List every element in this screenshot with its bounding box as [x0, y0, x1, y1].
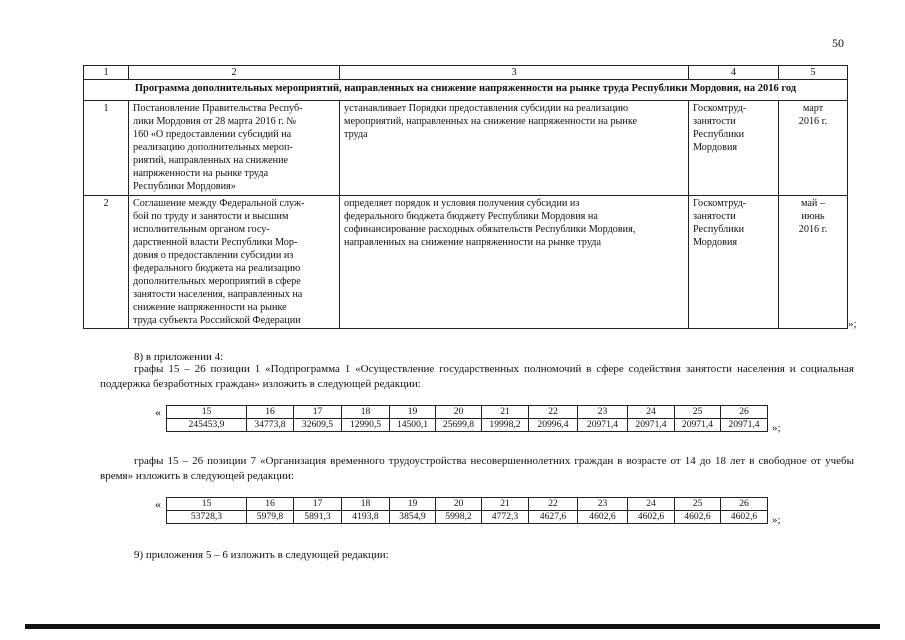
value-cell: 4602,6: [675, 511, 721, 524]
value-cell: 20971,4: [721, 419, 768, 432]
value-cell: 3854,9: [390, 511, 436, 524]
term-cell: [779, 196, 848, 329]
text-line: Республики: [693, 224, 745, 235]
text-line: май –: [801, 198, 825, 209]
column-header: 20: [436, 498, 482, 511]
text-line: Постановление Правительства Респуб-: [133, 103, 303, 114]
paragraph-columns-position-1: графы 15 – 26 позиции 1 «Подпрограмма 1 «Осуществление государственных полномочий в сфере содействия занятости населения и социальная поддержка безработных граждан» изложить в следующей редакции:: [100, 363, 854, 390]
text-line: Мордовия: [693, 142, 738, 153]
text-line: бой по труду и занятости и высшим: [133, 211, 289, 222]
column-number: 5: [779, 66, 848, 80]
scan-edge-line: [25, 624, 880, 629]
header-row: [167, 498, 768, 511]
column-header: 15: [167, 498, 247, 511]
value-cell: 4602,6: [578, 511, 628, 524]
column-header: 20: [436, 406, 482, 419]
table-row: [84, 101, 848, 196]
text-line: мероприятий, направленных на снижение напряженности на рынке: [344, 116, 638, 127]
value-cell: 12990,5: [342, 419, 390, 432]
column-number: 2: [129, 66, 340, 80]
opening-quote: «: [155, 497, 161, 511]
text-line: занятости населения, направленных на: [133, 289, 303, 300]
values-row: [167, 419, 768, 432]
value-cell: 25699,8: [436, 419, 482, 432]
column-number: 1: [84, 66, 129, 80]
text-line: 2016 г.: [798, 116, 828, 127]
paragraph-item-8: 8) в приложении 4:: [134, 351, 224, 363]
value-cell: 53728,3: [167, 511, 247, 524]
values-table-position-7: [166, 497, 768, 524]
text-line: риятий, направленных на снижение: [133, 155, 289, 166]
column-header: 16: [247, 498, 294, 511]
column-header: 19: [390, 498, 436, 511]
text-line: устанавливает Порядки предоставления субсидии на реализацию: [344, 103, 629, 114]
value-cell: 14500,1: [390, 419, 436, 432]
column-number: 4: [689, 66, 779, 80]
value-cell: 245453,9: [167, 419, 247, 432]
closing-quote: »;: [772, 514, 781, 526]
table-row: [84, 196, 848, 329]
text-line: напряженности на рынке труда: [133, 168, 269, 179]
column-header: 18: [342, 406, 390, 419]
closing-quote: »;: [772, 422, 781, 434]
content-cell: [340, 196, 689, 329]
column-header: 25: [675, 406, 721, 419]
content-cell: [340, 101, 689, 196]
text-line: снижение напряженности на рынке: [133, 302, 287, 313]
value-cell: 20996,4: [529, 419, 578, 432]
value-cell: 5998,2: [436, 511, 482, 524]
text-line: Госкомтруд-: [693, 103, 747, 114]
term-cell: [779, 101, 848, 196]
text-line: 2016 г.: [798, 224, 828, 235]
column-header: 26: [721, 498, 768, 511]
text-line: федерального бюджета бюджету Республики Мордовия на: [344, 211, 598, 222]
text-line: 160 «О предоставлении субсидий на: [133, 129, 292, 140]
text-line: исполнительным органом госу-: [133, 224, 270, 235]
text-line: труда: [344, 129, 368, 140]
value-cell: 5979,8: [247, 511, 294, 524]
executor-cell: [689, 101, 779, 196]
value-cell: 4602,6: [721, 511, 768, 524]
text-line: Мордовия: [693, 237, 738, 248]
value-cell: 4602,6: [628, 511, 675, 524]
document-cell: [129, 101, 340, 196]
value-cell: 20971,4: [578, 419, 628, 432]
column-header: 15: [167, 406, 247, 419]
column-header: 17: [294, 406, 342, 419]
value-cell: 4627,6: [529, 511, 578, 524]
text-line: Республики: [693, 129, 745, 140]
column-header: 17: [294, 498, 342, 511]
value-cell: 20971,4: [628, 419, 675, 432]
value-cell: 32609,5: [294, 419, 342, 432]
text-line: занятости: [693, 116, 736, 127]
text-line: направленных на снижение напряженности на рынке труда: [344, 237, 602, 248]
value-cell: 4193,8: [342, 511, 390, 524]
column-header: 19: [390, 406, 436, 419]
column-header: 23: [578, 498, 628, 511]
value-cell: 5891,3: [294, 511, 342, 524]
row-number: 1: [84, 101, 129, 196]
column-number-row: [84, 66, 848, 80]
column-header: 24: [628, 406, 675, 419]
row-number: 2: [84, 196, 129, 329]
column-header: 21: [482, 498, 529, 511]
column-header: 21: [482, 406, 529, 419]
text-line: определяет порядок и условия получения субсидии из: [344, 198, 580, 209]
value-cell: 34773,8: [247, 419, 294, 432]
values-row: [167, 511, 768, 524]
table-closing-quote: »;: [848, 318, 857, 330]
value-cell: 20971,4: [675, 419, 721, 432]
text-line: март: [802, 103, 824, 114]
program-title-row: [84, 80, 848, 101]
paragraph-columns-position-7: графы 15 – 26 позиции 7 «Организация временного трудоустройства несовершеннолетних граждан в возрасте от 14 до 18 лет в свободное от учебы время» изложить в следующей редакции:: [100, 455, 854, 482]
text-line: довия о предоставлении субсидии из: [133, 250, 294, 261]
column-header: 22: [529, 406, 578, 419]
text-line: труда субъекта Российской Федерации: [133, 315, 301, 326]
text-line: июнь: [801, 211, 825, 222]
text-line: лики Мордовия от 28 марта 2016 г. №: [133, 116, 297, 127]
text-line: Республики Мордовия»: [133, 181, 236, 192]
document-cell: [129, 196, 340, 329]
column-number: 3: [340, 66, 689, 80]
values-table-position-1: [166, 405, 768, 432]
opening-quote: «: [155, 405, 161, 419]
text-line: федерального бюджета на реализацию: [133, 263, 301, 274]
value-cell: 4772,3: [482, 511, 529, 524]
executor-cell: [689, 196, 779, 329]
text-line: дарственной власти Республики Мор-: [133, 237, 298, 248]
column-header: 26: [721, 406, 768, 419]
column-header: 24: [628, 498, 675, 511]
text-line: занятости: [693, 211, 736, 222]
column-header: 16: [247, 406, 294, 419]
text-line: реализацию дополнительных мероп-: [133, 142, 293, 153]
column-header: 18: [342, 498, 390, 511]
header-row: [167, 406, 768, 419]
value-cell: 19998,2: [482, 419, 529, 432]
column-header: 22: [529, 498, 578, 511]
column-header: 23: [578, 406, 628, 419]
text-line: софинансирование расходных обязательств Республики Мордовия,: [344, 224, 636, 235]
text-line: Соглашение между Федеральной служ-: [133, 198, 305, 209]
text-line: дополнительных мероприятий в сфере: [133, 276, 301, 287]
paragraph-item-9: 9) приложения 5 – 6 изложить в следующей редакции:: [134, 549, 389, 561]
column-header: 25: [675, 498, 721, 511]
program-table: [83, 65, 848, 329]
text-line: Госкомтруд-: [693, 198, 747, 209]
program-title: Программа дополнительных мероприятий, направленных на снижение напряженности на рынке труда Республики Мордовия, на 2016 год: [84, 80, 848, 101]
page-number: 50: [832, 36, 844, 50]
